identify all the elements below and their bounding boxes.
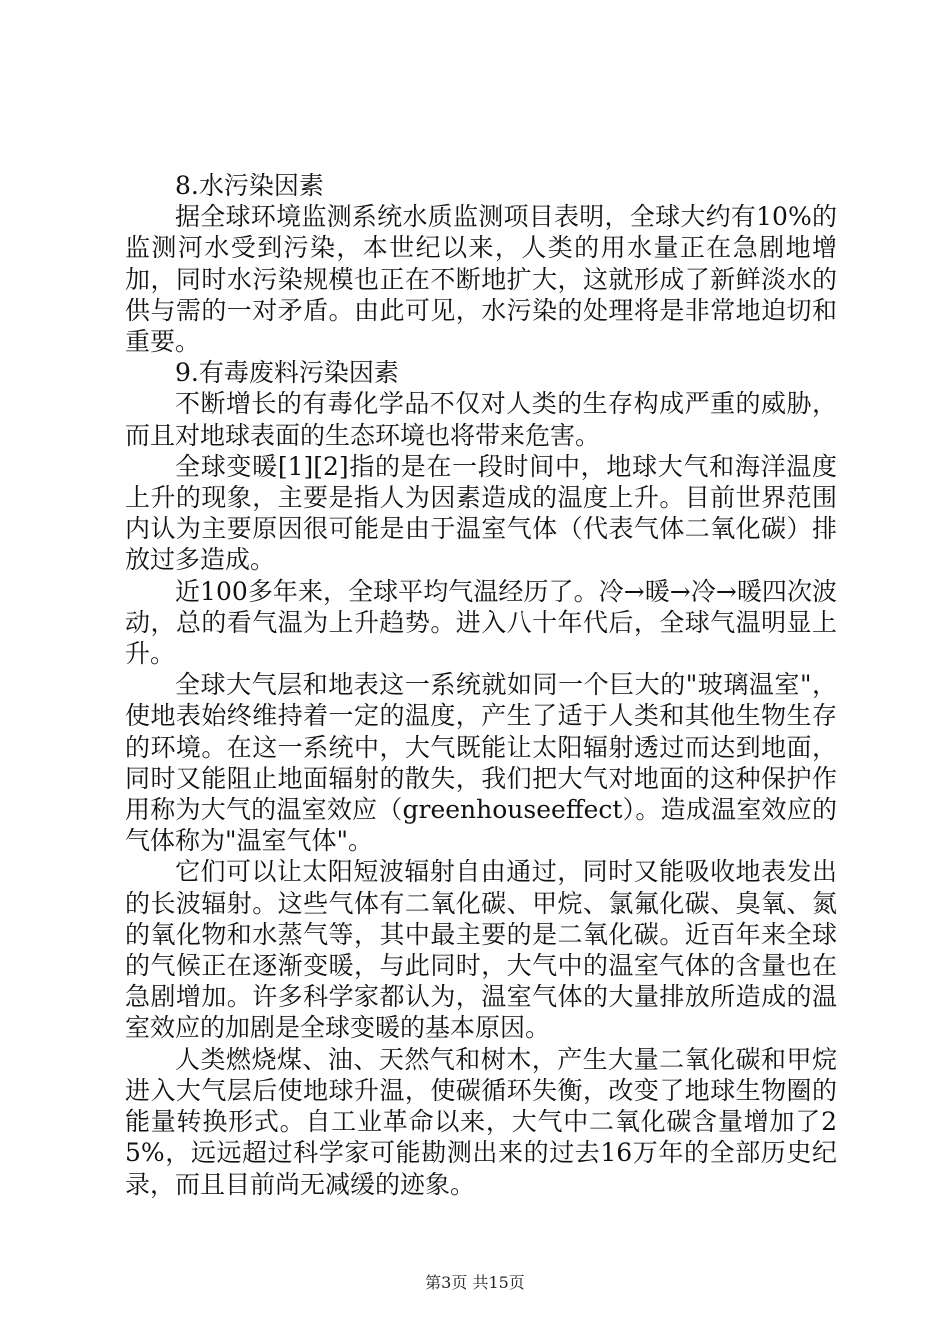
paragraph: 全球大气层和地表这一系统就如同一个巨大的"玻璃温室"，使地表始终维持着一定的温度，产生了适于人类和其他生物生存的环境。在这一系统中，大气既能让太阳辐射透过而达到地面，同时又能阻止地面辐射的散失，我们把大气对地面的这种保护作用称为大气的温室效应（greenhouseeffect）。造成温室效应的气体称为"温室气体"。 xyxy=(125,670,837,856)
document-body xyxy=(125,170,837,1200)
paragraph: 全球变暖[1][2]指的是在一段时间中，地球大气和海洋温度上升的现象，主要是指人为因素造成的温度上升。目前世界范围内认为主要原因很可能是由于温室气体（代表气体二氧化碳）排放过多造成。 xyxy=(125,451,837,575)
paragraph: 人类燃烧煤、油、天然气和树木，产生大量二氧化碳和甲烷进入大气层后使地球升温，使碳循环失衡，改变了地球生物圈的能量转换形式。自工业革命以来，大气中二氧化碳含量增加了25%，远远超过科学家可能勘测出来的过去16万年的全部历史纪录，而且目前尚无减缓的迹象。 xyxy=(125,1044,837,1199)
heading-toxic-waste: 9.有毒废料污染因素 xyxy=(175,358,399,388)
paragraph: 据全球环境监测系统水质监测项目表明，全球大约有10%的监测河水受到污染，本世纪以来，人类的用水量正在急剧地增加，同时水污染规模也正在不断地扩大，这就形成了新鲜淡水的供与需的一对矛盾。由此可见，水污染的处理将是非常地迫切和重要。 xyxy=(125,202,837,357)
paragraph: 近100多年来，全球平均气温经历了。冷→暖→冷→暖四次波动，总的看气温为上升趋势。进入八十年代后，全球气温明显上升。 xyxy=(125,576,837,669)
paragraph: 不断增长的有毒化学品不仅对人类的生存构成严重的威胁，而且对地球表面的生态环境也将带来危害。 xyxy=(125,389,837,450)
paragraph: 它们可以让太阳短波辐射自由通过，同时又能吸收地表发出的长波辐射。这些气体有二氧化碳、甲烷、氯氟化碳、臭氧、氮的氧化物和水蒸气等，其中最主要的是二氧化碳。近百年来全球的气候正在逐渐变暖，与此同时，大气中的温室气体的含量也在急剧增加。许多科学家都认为，温室气体的大量排放所造成的温室效应的加剧是全球变暖的基本原因。 xyxy=(125,857,837,1043)
page-number-footer: 第3页 共15页 xyxy=(425,1273,525,1292)
heading-water-pollution: 8.水污染因素 xyxy=(175,171,324,200)
